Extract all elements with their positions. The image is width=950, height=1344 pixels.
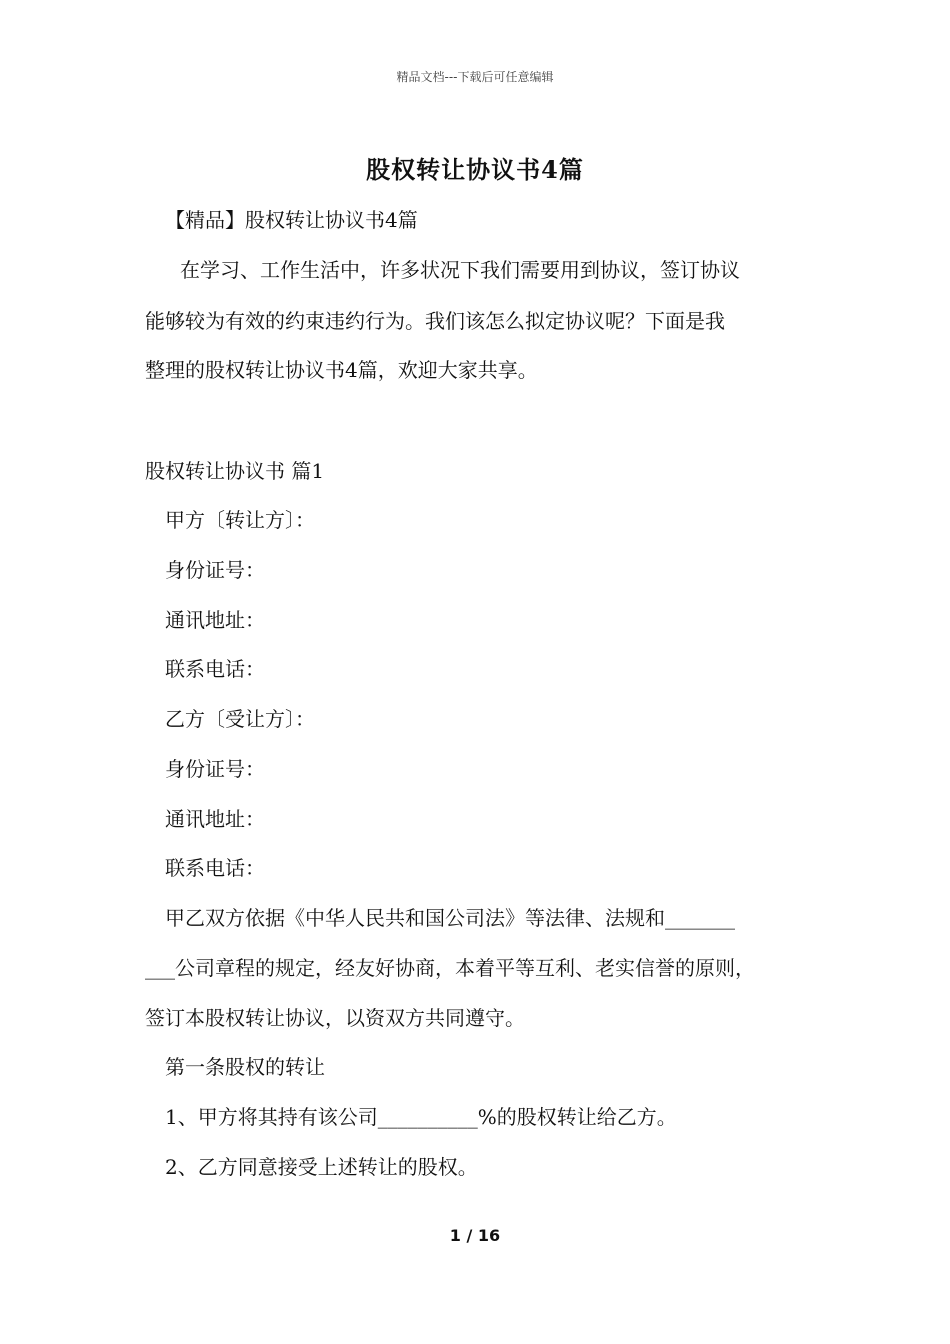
page-number: 1 / 16 xyxy=(449,1226,501,1245)
party-a-address-field: 通讯地址： xyxy=(165,608,265,632)
intro-line-3: 整理的股权转让协议书4篇，欢迎大家共享。 xyxy=(145,358,538,382)
article-one-heading: 第一条股权的转让 xyxy=(165,1055,325,1079)
document-subtitle: 【精品】股权转让协议书4篇 xyxy=(165,208,418,232)
party-a-phone-field: 联系电话： xyxy=(165,657,265,681)
document-title: 股权转让协议书4篇 xyxy=(366,155,584,184)
party-a-id-field: 身份证号： xyxy=(165,558,265,582)
party-b-address-field: 通讯地址： xyxy=(165,807,265,831)
article-one-item-2: 2、乙方同意接受上述转让的股权。 xyxy=(165,1155,478,1179)
party-b-label: 乙方〔受让方〕： xyxy=(165,707,315,731)
article-one-item-1: 1、甲方将其持有该公司__________%的股权转让给乙方。 xyxy=(165,1105,677,1129)
agreement-line-1: 甲乙双方依据《中华人民共和国公司法》等法律、法规和_______ xyxy=(165,906,735,930)
intro-line-1: 在学习、工作生活中，许多状况下我们需要用到协议，签订协议 xyxy=(180,258,740,282)
header-note: 精品文档---下载后可任意编辑 xyxy=(396,70,554,84)
agreement-line-2: ___公司章程的规定，经友好协商，本着平等互利、老实信誉的原则， xyxy=(145,956,755,980)
party-a-label: 甲方〔转让方〕： xyxy=(165,508,315,532)
section-heading: 股权转让协议书 篇1 xyxy=(145,459,325,483)
party-b-phone-field: 联系电话： xyxy=(165,856,265,880)
intro-line-2: 能够较为有效的约束违约行为。我们该怎么拟定协议呢？下面是我 xyxy=(145,309,725,333)
party-b-id-field: 身份证号： xyxy=(165,757,265,781)
agreement-line-3: 签订本股权转让协议，以资双方共同遵守。 xyxy=(145,1006,525,1030)
